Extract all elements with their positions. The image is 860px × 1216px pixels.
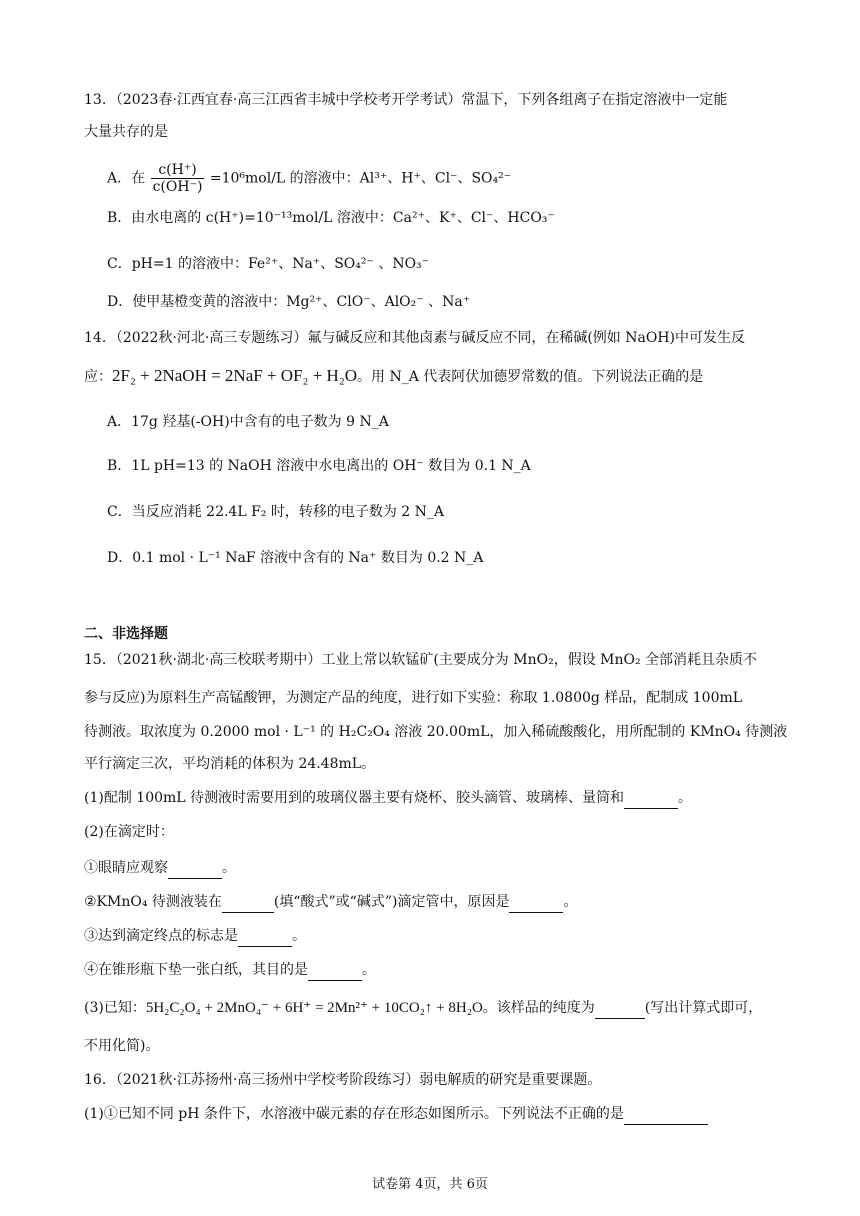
fraction-numerator: c(H⁺): [151, 162, 205, 179]
q15-part2-2-end: 。: [563, 894, 578, 910]
q15-part2-4-end: 。: [362, 962, 376, 978]
q15-part2-2-text-b: (填“酸式”或“碱式”)滴定管中，原因是: [273, 894, 510, 910]
q14-stem-prefix: 应：: [84, 369, 112, 385]
q15-part2-1-text: ①眼睛应观察: [84, 860, 168, 876]
q14-option-c: C．当反应消耗 22.4L F₂ 时，转移的电子数为 2 N_A: [107, 504, 445, 520]
q13-option-a-prefix: A．在: [107, 170, 146, 187]
q15-part2-1-end: 。: [222, 860, 236, 876]
q15-part2-4-text: ④在锥形瓶下垫一张白纸，其目的是: [84, 962, 308, 978]
q14-stem-line2: [84, 366, 703, 387]
answer-blank[interactable]: [595, 998, 645, 1019]
answer-blank[interactable]: [509, 892, 563, 913]
q15-line2: 参与反应)为原料生产高锰酸钾，为测定产品的纯度，进行如下实验：称取 1.0800g 样品，配制成 100mL: [84, 690, 743, 706]
answer-blank[interactable]: [624, 1104, 708, 1125]
q16-part1: [84, 1104, 708, 1125]
q15-part3-prefix: (3)已知：: [84, 1000, 146, 1016]
section-heading: 二、非选择题: [84, 626, 168, 642]
q15-part2-3-text: ③达到滴定终点的标志是: [84, 928, 238, 944]
q14-option-d: D．0.1 mol · L⁻¹ NaF 溶液中含有的 Na⁺ 数目为 0.2 N_A: [107, 550, 484, 566]
q14-option-a: A．17g 羟基(-OH)中含有的电子数为 9 N_A: [107, 414, 389, 430]
q15-part2-4: [84, 960, 376, 981]
answer-blank[interactable]: [308, 960, 362, 981]
q13-option-d: D．使甲基橙变黄的溶液中：Mg²⁺、ClO⁻、AlO₂⁻ 、Na⁺: [107, 294, 471, 310]
fraction-denominator: c(OH⁻): [152, 179, 203, 195]
q15-part2-3: [84, 926, 306, 947]
q15-part2-1: [84, 858, 236, 879]
answer-blank[interactable]: [624, 788, 678, 809]
q14-stem-suffix: 。用 N_A 代表阿伏加德罗常数的值。下列说法正确的是: [357, 369, 704, 385]
q15-line1: 15．（2021秋·湖北·高三校联考期中）工业上常以软锰矿(主要成分为 MnO₂，假设 MnO₂ 全部消耗且杂质不: [84, 652, 758, 668]
q13-option-a-text: =10⁶mol/L 的溶液中：Al³⁺、H⁺、Cl⁻、SO₄²⁻: [209, 170, 512, 187]
answer-blank[interactable]: [222, 892, 274, 913]
q15-part2-2: [84, 892, 577, 913]
q16-line1: 16．（2021秋·江苏扬州·高三扬州中学校考阶段练习）弱电解质的研究是重要课题。: [84, 1072, 602, 1088]
q13-stem-line1: 13．（2023春·江西宜春·高三江西省丰城中学校考开学考试）常温下，下列各组离子在指定溶液中一定能: [84, 92, 728, 108]
q15-part1: [84, 788, 692, 809]
q15-line3: 待测液。取浓度为 0.2000 mol · L⁻¹ 的 H₂C₂O₄ 溶液 20.00mL，加入稀硫酸酸化，用所配制的 KMnO₄ 待测液: [84, 724, 788, 740]
q15-part2-2-text-a: ②KMnO₄ 待测液装在: [84, 894, 222, 910]
q14-equation: 2F₂ + 2NaOH = 2NaF + OF₂ + H₂O: [112, 366, 358, 385]
page-footer: 试卷第 4页，共 6页: [372, 1177, 488, 1192]
answer-blank[interactable]: [238, 926, 292, 947]
q13-option-c: C．pH=1 的溶液中：Fe²⁺、Na⁺、SO₄²⁻ 、NO₃⁻: [107, 256, 430, 272]
q13-option-b: B．由水电离的 c(H⁺)=10⁻¹³mol/L 溶液中：Ca²⁺、K⁺、Cl⁻、HCO₃⁻: [107, 210, 555, 226]
q15-part3-line2: 不用化简)。: [84, 1038, 160, 1054]
q15-part2: (2)在滴定时：: [84, 824, 174, 840]
q15-part2-3-end: 。: [292, 928, 306, 944]
q16-part1-text: (1)①已知不同 pH 条件下，水溶液中碳元素的存在形态如图所示。下列说法不正确的是: [84, 1106, 624, 1122]
q13-stem-line2: 大量共存的是: [84, 124, 168, 140]
q13-option-a-fraction: [151, 162, 205, 195]
q15-part3-equation: 5H₂C₂O₄ + 2MnO₄⁻ + 6H⁺ = 2Mn²⁺ + 10CO₂↑ + 8H₂O: [145, 1000, 483, 1016]
q14-option-b: B．1L pH=13 的 NaOH 溶液中水电离出的 OH⁻ 数目为 0.1 N_A: [107, 458, 531, 474]
q15-part3-mid: 。该样品的纯度为: [482, 1000, 595, 1016]
q14-stem-line1: 14．（2022秋·河北·高三专题练习）氟与碱反应和其他卤素与碱反应不同，在稀碱(例如 NaOH)中可发生反: [84, 330, 745, 346]
q15-part3: [84, 998, 762, 1019]
q15-part1-text: (1)配制 100mL 待测液时需要用到的玻璃仪器主要有烧杯、胶头滴管、玻璃棒、量筒和: [84, 790, 625, 806]
q15-part1-end: 。: [678, 790, 693, 806]
answer-blank[interactable]: [168, 858, 222, 879]
q15-line4: 平行滴定三次，平均消耗的体积为 24.48mL。: [84, 756, 376, 772]
q15-part3-end: (写出计算式即可，: [644, 1000, 763, 1016]
q13-option-a: [107, 162, 511, 195]
